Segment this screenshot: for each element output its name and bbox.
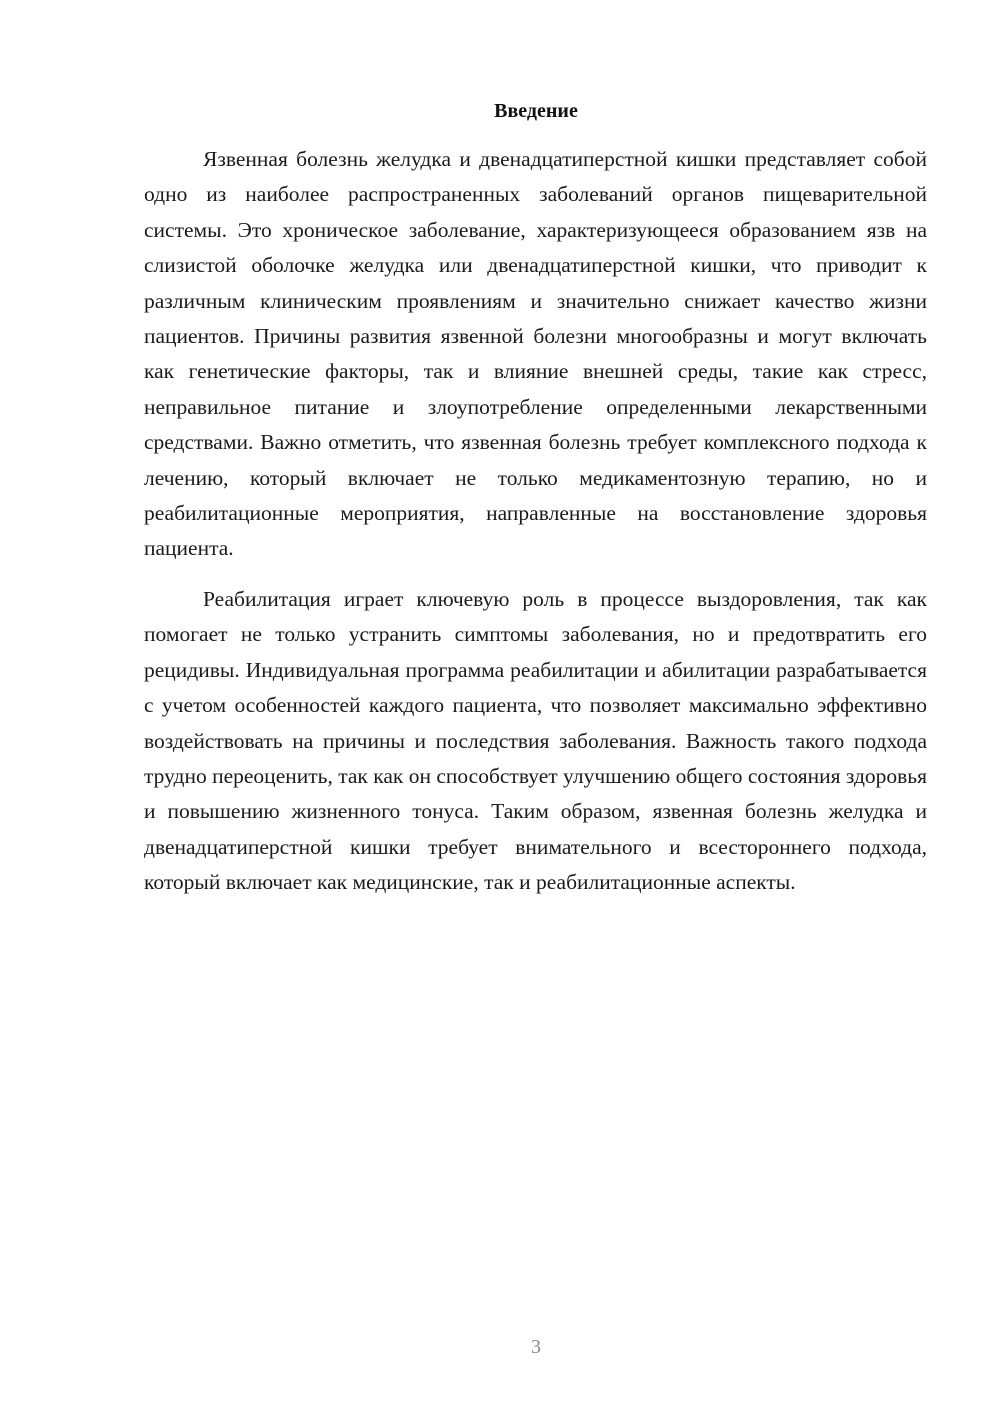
- body-text: [144, 142, 927, 901]
- paragraph-rehabilitation: Реабилитация играет ключевую роль в процессе выздоровления, так как помогает не только устранить симптомы заболевания, но и предотвратить его рецидивы. Индивидуальная программа реабилитации и абилитации разрабатывается с учетом особенностей каждого пациента, что позволяет максимально эффективно воздействовать на причины и последствия заболевания. Важность такого подхода трудно переоценить, так как он способствует улучшению общего состояния здоровья и повышению жизненного тонуса. Таким образом, язвенная болезнь желудка и двенадцатиперстной кишки требует внимательного и всестороннего подхода, который включает как медицинские, так и реабилитационные аспекты.: [144, 586, 927, 895]
- page-number: 3: [531, 1336, 541, 1358]
- section-heading: Введение: [494, 100, 578, 122]
- paragraph-intro: Язвенная болезнь желудка и двенадцатиперстной кишки представляет собой одно из наиболее распространенных заболеваний органов пищеварительной системы. Это хроническое заболевание, характеризующееся образованием язв на слизистой оболочке желудка или двенадцатиперстной кишки, что приводит к различным клиническим проявлениям и значительно снижает качество жизни пациентов. Причины развития язвенной болезни многообразны и могут включать как генетические факторы, так и влияние внешней среды, такие как стресс, неправильное питание и злоупотребление определенными лекарственными средствами. Важно отметить, что язвенная болезнь требует комплексного подхода к лечению, который включает не только медикаментозную терапию, но и реабилитационные мероприятия, направленные на восстановление здоровья пациента.: [144, 147, 927, 561]
